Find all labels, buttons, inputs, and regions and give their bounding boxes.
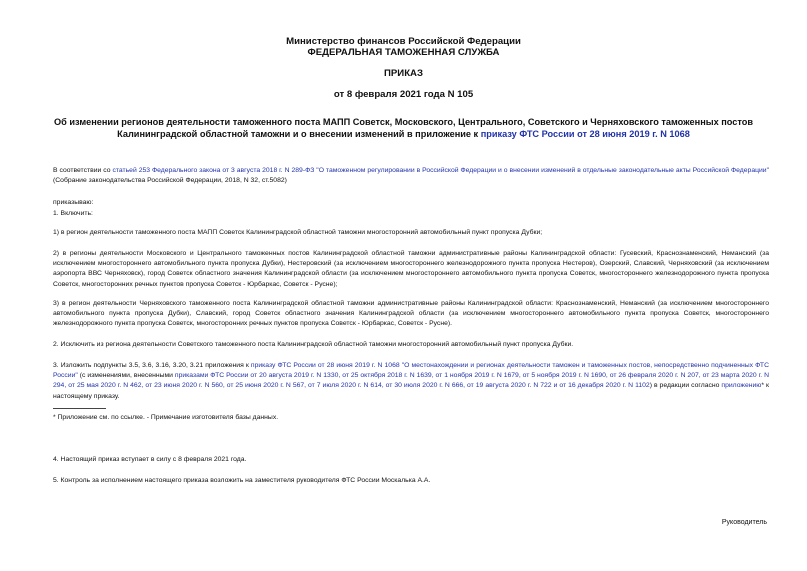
item-3 (53, 361, 769, 402)
item-3-text-d: * к настоящему приказу. (53, 382, 769, 400)
item-1-2: 2) в регионы деятельности Московского и Центрального таможенных постов Калининградской областной таможни административные районы Калининградской области: Гусевский, Краснознаменский, Неманский (за исключением многостороннего автомобильного пункта пропуска Дубки), Нестеровский (за исключением многостороннего железнодорожного пункта пропуска Нестеров), Озерский, Славский, Черняховский (за исключением аэропорта ВВС Черняховск), город Советск областного значения Калининградской области (за исключением многостороннего автомобильного пункта пропуска Советск, многостороннего железнодорожного пункта пропуска Советск, многосторонних речных пунктов пропуска Советск - Юрбаркас, Советск - Русне); (53, 250, 769, 288)
footnote: * Приложение см. по ссылке. - Примечание изготовителя базы данных. (53, 414, 279, 421)
title-order-link[interactable]: приказу ФТС России от 28 июня 2019 г. N 1068 (480, 129, 690, 139)
title-text: Калининградской областной таможни и о внесении изменений в приложение к (117, 129, 481, 139)
document-title-line1: Об изменении регионов деятельности таможенного поста МАПП Советск, Московского, Центрального, Советского и Черняховского таможенных постов (53, 117, 754, 127)
item-1-1: 1) в регион деятельности таможенного поста МАПП Советск Калининградской областной таможни многосторонний автомобильный пункт пропуска Дубки; (53, 229, 543, 236)
amending-orders-link[interactable]: приказами ФТС России от 20 августа 2019 г. N 1330, от 25 октября 2018 г. N 1639, от 1 ноября 2019 г. N 1679, от 5 ноября 2019 г. N 1690, от 26 февраля 2020 г. N 207, от 23 марта 2020 г. N 294, от 25 мая 2020 г. N 462, от 23 июня 2020 г. N 560, от 25 июня 2020 г. N 567, от 7 июля 2020 г. N 614, от 30 июля 2020 г. N 666, от 19 августа 2020 г. N 722 и от 16 декабря 2020 г. N 1102 (53, 372, 770, 390)
item-1-3: 3) в регион деятельности Черняховского таможенного поста Калининградской областной таможни административные районы Калининградской области: Краснознаменский, Неманский (за исключением многостороннего автомобильного пункта пропуска Дубки), Славский, город Советск областного значения Калининградской области (за исключением многостороннего автомобильного пункта пропуска Советск, многостороннего железнодорожного пункта пропуска Советск, многосторонних речных пунктов пропуска Советск - Юрбаркас, Советск - Русне). (53, 300, 769, 328)
footnote-divider (53, 408, 106, 409)
item-1: 1. Включить: (53, 210, 93, 217)
preamble-text-start: В соответствии со (53, 167, 113, 174)
order-word: приказываю: (53, 199, 94, 206)
document-title-line2 (0, 128, 807, 140)
preamble-paragraph (53, 166, 769, 186)
service-name: ФЕДЕРАЛЬНАЯ ТАМОЖЕННАЯ СЛУЖБА (307, 47, 500, 58)
document-date-number: от 8 февраля 2021 года N 105 (333, 89, 474, 100)
document-type: ПРИКАЗ (384, 68, 423, 79)
item-3-text-b: (с изменениями, внесенными (77, 372, 175, 380)
item-3-text-a: 3. Изложить подпункты 3.5, 3.6, 3.16, 3.20, 3.21 приложения к (53, 362, 251, 369)
item-2: 2. Исключить из региона деятельности Советского таможенного поста Калининградской областной таможни многосторонний автомобильный пункт пропуска Дубки. (53, 341, 574, 348)
signature-title: Руководитель (721, 519, 767, 526)
appendix-link[interactable]: приложению (721, 382, 762, 390)
preamble-text-end: (Собрание законодательства Российской Федерации, 2018, N 32, ст.5082) (53, 177, 287, 185)
item-4: 4. Настоящий приказ вступает в силу с 8 февраля 2021 года. (53, 456, 247, 463)
order-1068-link[interactable]: приказу ФТС России от 28 июня 2019 г. N 1068 "О местонахождении и регионах деятельности таможен и таможенных постов, непосредственно подчиненных ФТС России" (53, 362, 769, 380)
item-3-text-c: ) в редакции согласно (649, 382, 722, 390)
item-5: 5. Контроль за исполнением настоящего приказа возложить на заместителя руководителя ФТС России Москалька А.А. (53, 477, 431, 484)
ministry-name: Министерство финансов Российской Федерации (286, 36, 521, 47)
law-link[interactable]: статьей 253 Федерального закона от 3 августа 2018 г. N 289-ФЗ "О таможенном регулировании в Российской Федерации и о внесении изменений в отдельные законодательные акты Российской Федерации" (112, 167, 770, 174)
